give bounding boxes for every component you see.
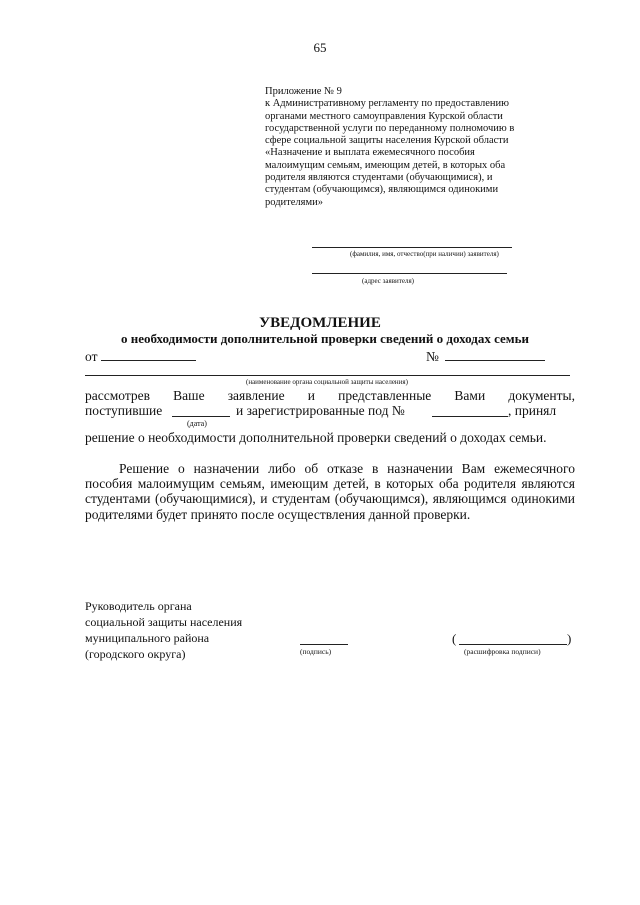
- number-line[interactable]: [445, 360, 545, 361]
- date-caption: (дата): [187, 419, 207, 428]
- applicant-name-line[interactable]: [312, 247, 512, 248]
- decryption-caption: (расшифровка подписи): [464, 647, 541, 656]
- applicant-address-caption: (адрес заявителя): [362, 277, 414, 285]
- appendix-line: сфере социальной защиты населения Курской области: [265, 135, 509, 147]
- org-caption: (наименование органа социальной защиты населения): [246, 378, 408, 386]
- from-label: от: [85, 349, 98, 364]
- appendix-line: родителя являются студентами (обучающимися), и: [265, 172, 493, 184]
- appendix-line: к Административному регламенту по предоставлению: [265, 98, 509, 110]
- body-received-label: поступившие: [85, 403, 163, 418]
- body-line-1: рассмотрев Ваше заявление и представленные Вами документы,: [85, 388, 575, 403]
- applicant-name-caption: (фамилия, имя, отчество(при наличии) заявителя): [350, 250, 499, 258]
- appendix-line: малоимущим семьям, имеющим детей, в которых оба: [265, 159, 506, 171]
- number-label: №: [426, 349, 439, 364]
- document-title: УВЕДОМЛЕНИЕ: [259, 315, 381, 331]
- org-name-line[interactable]: [85, 375, 570, 376]
- from-date-line[interactable]: [101, 360, 196, 361]
- paren-close: ): [567, 631, 572, 646]
- registration-number-line[interactable]: [432, 416, 508, 417]
- page-number: 65: [313, 40, 327, 55]
- appendix-title: Приложение № 9: [265, 86, 342, 97]
- appendix-line: «Назначение и выплата ежемесячного пособия: [265, 147, 475, 159]
- applicant-address-line[interactable]: [312, 273, 507, 274]
- received-date-line[interactable]: [172, 416, 230, 417]
- body-decision-text: решение о необходимости дополнительной проверки сведений о доходах семьи.: [85, 430, 547, 445]
- appendix-line: студентам (обучающимся), являющимся одинокими: [265, 184, 499, 196]
- document-subtitle: о необходимости дополнительной проверки сведений о доходах семьи: [121, 331, 529, 346]
- signature-block: Руководитель органа социальной защиты населения муниципального района (городского округа): [85, 599, 243, 661]
- body-accepted-label: , принял: [508, 403, 557, 418]
- decryption-line[interactable]: [459, 644, 567, 645]
- appendix-line: родителями»: [265, 196, 323, 208]
- body-paragraph-2: Решение о назначении либо об отказе в назначении Вам ежемесячного пособия малоимущим семьям, имеющим детей, в которых оба родителя являются студентами (обучающимися), и студентам (обучающимся), являющимся одинокими родителями будет принято после осуществления данной проверки.: [85, 461, 575, 522]
- body-registered-label: и зарегистрированные под №: [236, 403, 405, 418]
- paren-open: (: [452, 631, 457, 646]
- signature-caption: (подпись): [300, 647, 332, 656]
- appendix-line: государственной услуги по переданному полномочию в: [265, 122, 515, 134]
- appendix-line: органами местного самоуправления Курской области: [265, 110, 503, 122]
- signature-line[interactable]: [300, 644, 348, 645]
- appendix-block: [265, 86, 585, 209]
